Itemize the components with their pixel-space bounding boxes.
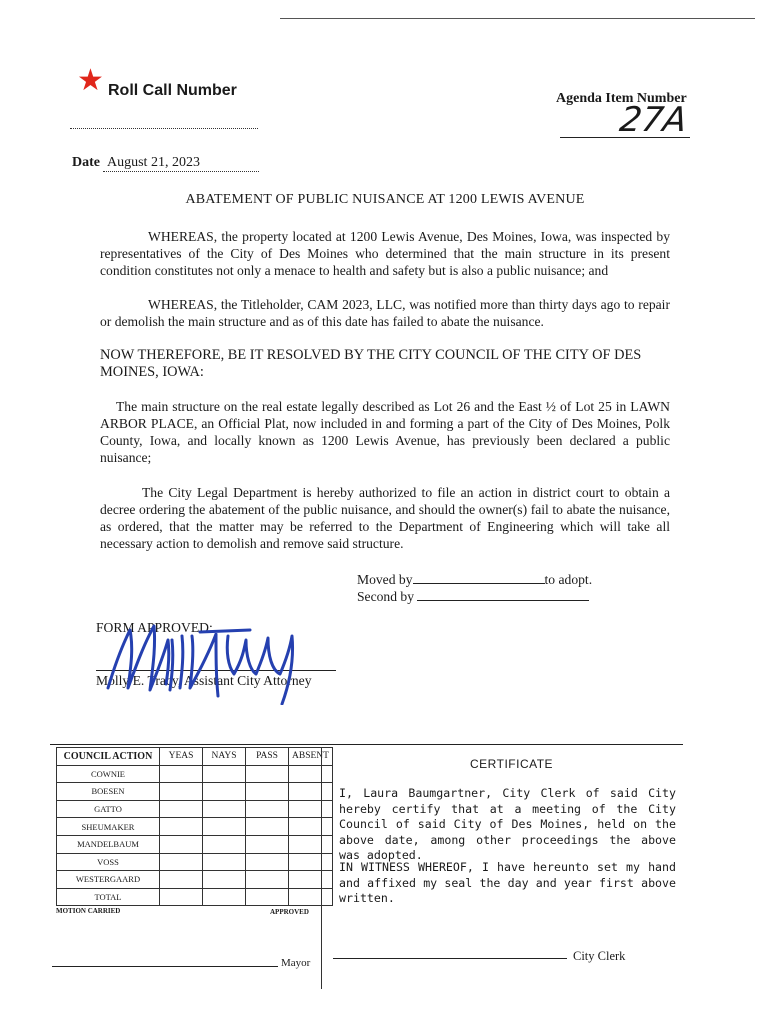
section-divider <box>50 744 683 745</box>
roll-call-label: Roll Call Number <box>108 82 237 99</box>
vote-cell <box>289 888 333 906</box>
moved-by-field <box>413 571 545 584</box>
vote-cell <box>160 835 203 853</box>
table-row <box>57 818 333 836</box>
council-action-table <box>56 747 333 906</box>
date-value: August 21, 2023 <box>103 155 259 172</box>
city-clerk-label: City Clerk <box>573 949 626 963</box>
form-approved-label: FORM APPROVED: <box>96 620 213 635</box>
member-name: COWNIE <box>57 765 160 783</box>
table-row <box>57 835 333 853</box>
member-name: SHEUMAKER <box>57 818 160 836</box>
whereas-notified-paragraph: WHEREAS, the Titleholder, CAM 2023, LLC, was notified more than thirty days ago to repair or demolish the main structure and as of this date has failed to abate the nuisance. <box>100 297 670 329</box>
second-by-label: Second by <box>357 589 415 604</box>
member-name: VOSS <box>57 853 160 871</box>
vote-cell <box>203 783 246 801</box>
certificate-title: CERTIFICATE <box>470 757 554 771</box>
vote-cell <box>160 871 203 889</box>
vote-cell <box>246 835 289 853</box>
vote-cell <box>203 800 246 818</box>
vote-cell <box>203 871 246 889</box>
table-row <box>57 765 333 783</box>
motion-block <box>357 571 592 605</box>
council-header-row <box>57 748 333 766</box>
document-title: ABATEMENT OF PUBLIC NUISANCE AT 1200 LEWIS AVENUE <box>185 192 585 207</box>
vote-cell <box>203 888 246 906</box>
to-adopt-label: to adopt. <box>544 572 593 587</box>
vote-cell <box>160 783 203 801</box>
vote-cell <box>246 853 289 871</box>
vote-cell <box>289 853 333 871</box>
mayor-signature-line <box>52 966 278 967</box>
handwritten-signature <box>100 610 360 705</box>
vote-cell <box>246 765 289 783</box>
vote-cell <box>203 765 246 783</box>
certificate-statement: I, Laura Baumgartner, City Clerk of said City hereby certify that at a meeting of the City Council of said City of Des Moines, held on the above date, among other proceedings the above was adopted. <box>339 786 676 862</box>
vertical-divider <box>321 747 322 989</box>
member-name: GATTO <box>57 800 160 818</box>
whereas-inspection-paragraph: WHEREAS, the property located at 1200 Lewis Avenue, Des Moines, Iowa, was inspected by representatives of the City of Des Moines who determined that the main structure in its present condition constitutes not only a menace to health and safety but is also a public nuisance; and <box>100 229 670 278</box>
pass-header: PASS <box>246 748 289 766</box>
absent-header: ABSENT <box>289 748 333 766</box>
vote-cell <box>246 888 289 906</box>
table-row <box>57 783 333 801</box>
council-action-header: COUNCIL ACTION <box>57 748 160 766</box>
vote-cell <box>160 818 203 836</box>
member-name: MANDELBAUM <box>57 835 160 853</box>
vote-cell <box>203 853 246 871</box>
vote-cell <box>203 835 246 853</box>
clerk-signature-line <box>333 958 567 959</box>
vote-cell <box>289 835 333 853</box>
vote-cell <box>246 783 289 801</box>
vote-cell <box>160 853 203 871</box>
approved-label: APPROVED <box>270 908 309 916</box>
member-name: BOESEN <box>57 783 160 801</box>
vote-cell <box>246 800 289 818</box>
vote-cell <box>246 818 289 836</box>
legal-description-paragraph: The main structure on the real estate legally described as Lot 26 and the East ½ of Lot 25 in LAWN ARBOR PLACE, an Official Plat, now included in and forming a part of the City of Des Moines, Polk County, Iowa, and locally known as 1200 Lewis Avenue, has previously been declared a public nuisance; <box>100 399 670 465</box>
legal-department-paragraph: The City Legal Department is hereby authorized to file an action in district court to obtain a decree ordering the abatement of the public nuisance, and should the owner(s) fail to abate the nuisance, as ordered, that the matter may be referred to the Department of Engineering which will take all necessary action to demolish and remove said structure. <box>100 485 670 551</box>
vote-cell <box>289 871 333 889</box>
motion-carried-label: MOTION CARRIED <box>56 907 121 915</box>
mayor-label: Mayor <box>281 957 311 969</box>
vote-cell <box>246 871 289 889</box>
vote-cell <box>289 800 333 818</box>
vote-cell <box>289 783 333 801</box>
nays-header: NAYS <box>203 748 246 766</box>
vote-cell <box>203 818 246 836</box>
yeas-header: YEAS <box>160 748 203 766</box>
witness-statement: IN WITNESS WHEREOF, I have hereunto set my hand and affixed my seal the day and year first above written. <box>339 860 676 905</box>
vote-cell <box>289 765 333 783</box>
attorney-name: Molly E. Tracy, Assistant City Attorney <box>96 673 312 688</box>
vote-cell <box>289 818 333 836</box>
star-icon: ★ <box>77 63 104 98</box>
total-label: TOTAL <box>57 888 160 906</box>
agenda-item-number: 27A <box>617 100 690 140</box>
vote-cell <box>160 888 203 906</box>
date-label: Date <box>72 155 100 170</box>
vote-cell <box>160 800 203 818</box>
resolved-paragraph: NOW THEREFORE, BE IT RESOLVED BY THE CITY COUNCIL OF THE CITY OF DES MOINES, IOWA: <box>100 347 642 380</box>
roll-call-field <box>70 128 258 129</box>
second-by-field <box>417 588 589 601</box>
table-row <box>57 800 333 818</box>
moved-by-label: Moved by <box>357 572 413 587</box>
vote-cell <box>160 765 203 783</box>
member-name: WESTERGAARD <box>57 871 160 889</box>
total-row <box>57 888 333 906</box>
table-row <box>57 853 333 871</box>
top-rule <box>280 18 755 19</box>
agenda-item-field <box>560 137 690 138</box>
agenda-item-label: Agenda Item Number <box>556 91 687 106</box>
table-row <box>57 871 333 889</box>
